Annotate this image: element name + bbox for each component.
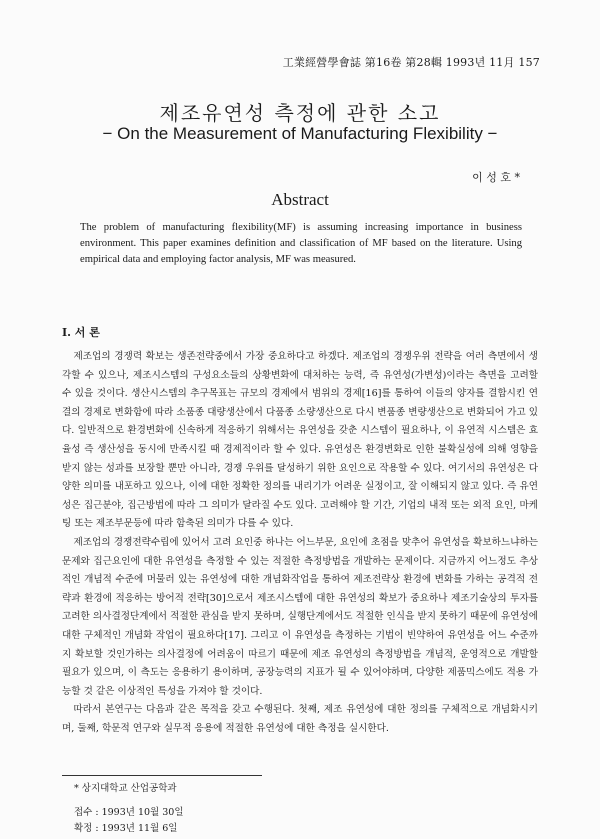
abstract-text: The problem of manufacturing flexibility(MF) is assuming increasing importance in business environment. This paper examines definition and classification of MF based on the literature. Using empirical data and employing factor analysis, MF was measured. <box>80 222 522 265</box>
abstract-heading: Abstract <box>271 190 329 209</box>
introduction-body <box>62 348 538 738</box>
body-paragraph: 따라서 본연구는 다음과 같은 목적을 갖고 수행된다. 첫째, 제조 유연성에 대한 정의를 구체적으로 개념화시키며, 둘째, 학문적 연구와 실무적 응용에 적절한 유연성에 대한 측정을 실시한다. <box>62 704 538 734</box>
paper-title-korean: 제조유연성 측정에 관한 소고 <box>159 101 441 125</box>
submission-dates <box>74 805 184 837</box>
body-paragraph: 제조업의 경쟁전략수립에 있어서 고려 요인중 하나는 어느부문, 요인에 초점을 맞추어 유연성을 확보하느냐하는 문제와 집근요인에 대한 유연성을 측정할 수 있는 적절한 측정방법을 개발하는 문제이다. 지금까지 어느정도 추상적인 개념적 수준에 머물러 있는 유연성에 대한 개념화작업을 통하여 제조전략상 환경에 변화를 가하는 공격적 전략과 환경에 적응하는 방어적 전략[30]으로서 제조시스템에 대한 유연성의 확보가 중요하나 제조기술상의 투자를 고려한 의사결정단계에서 적절한 관심을 받지 못하며, 실행단계에서도 적절한 인식을 받지 못하기 때문에 유연성에 대한 구체적인 개념화 작업이 필요하다[17]. 그리고 이 유연성을 측정하는 기법이 빈약하여 유연성을 어느 수준까지 확보할 것인가하는 의사결정에 어려움이 따르기 때문에 제조 유연성의 측정방법을 개념적, 운영적으로 개발할 필요가 있으며, 이 측도는 응용하기 용이하며, 공장능력의 지표가 될 수 있어야하며, 다양한 제품믹스에도 적용 가능할 것 같은 이상적인 특성을 가져야 할 것이다. <box>62 536 538 697</box>
accepted-date: 확정 : 1993년 11월 6일 <box>74 823 178 834</box>
footnote-divider <box>62 775 262 776</box>
author-name: 이 성 호 * <box>472 171 520 184</box>
author-affiliation-footnote: * 상지대학교 산업공학과 <box>74 783 177 794</box>
received-date: 접수 : 1993년 10월 30일 <box>74 807 184 818</box>
paper-title-english: − On the Measurement of Manufacturing Flexibility − <box>102 124 498 143</box>
body-paragraph: 제조업의 경쟁력 확보는 생존전략중에서 가장 중요하다고 하겠다. 제조업의 경쟁우위 전략을 여러 측면에서 생각할 수 있으나, 제조시스템의 구성요소들의 상황변화에 대처하는 능력, 즉 유연성(가변성)이라는 측면을 고려할 수 있을 것이다. 생산시스템의 추구목표는 규모의 경제에서 범위의 경제[16]를 통하여 이들의 양자를 결합시킨 연결의 경제로 변화함에 따라 소품종 대량생산에서 다품종 소량생산으로 다시 변품종 변량생산으로 변화되어 가고 있다. 일반적으로 환경변화에 신속하게 적응하기 위해서는 유연성을 갖춘 시스템이 필요하나, 이 유연적 시스템은 효율성 즉 생산성을 동시에 만족시킬 때 경제적이라 할 수 있다. 유연성은 환경변화로 인한 불확실성에 의해 영향을 받지 않는 성과를 보장할 뿐만 아니라, 경쟁 우위를 달성하기 위한 요인으로 작용할 수 있다. 여기서의 유연성은 다양한 의미를 내포하고 있으나, 이에 대한 정확한 정의를 내리기가 어려운 실정이고, 잘 이해되지 않고 있다. 즉 유연성은 집근분야, 집근방법에 따라 그 의미가 달라질 수도 있다. 고려해야 할 기간, 기업의 내적 또는 외적 요인, 마케팅 또는 제조부문등에 따라 함축된 의미가 다를 수 있다. <box>62 351 538 530</box>
section-heading-introduction: I. 서 론 <box>62 326 100 339</box>
running-header: 工業經營學會誌 第16卷 第28輯 1993년 11月 157 <box>282 56 540 69</box>
